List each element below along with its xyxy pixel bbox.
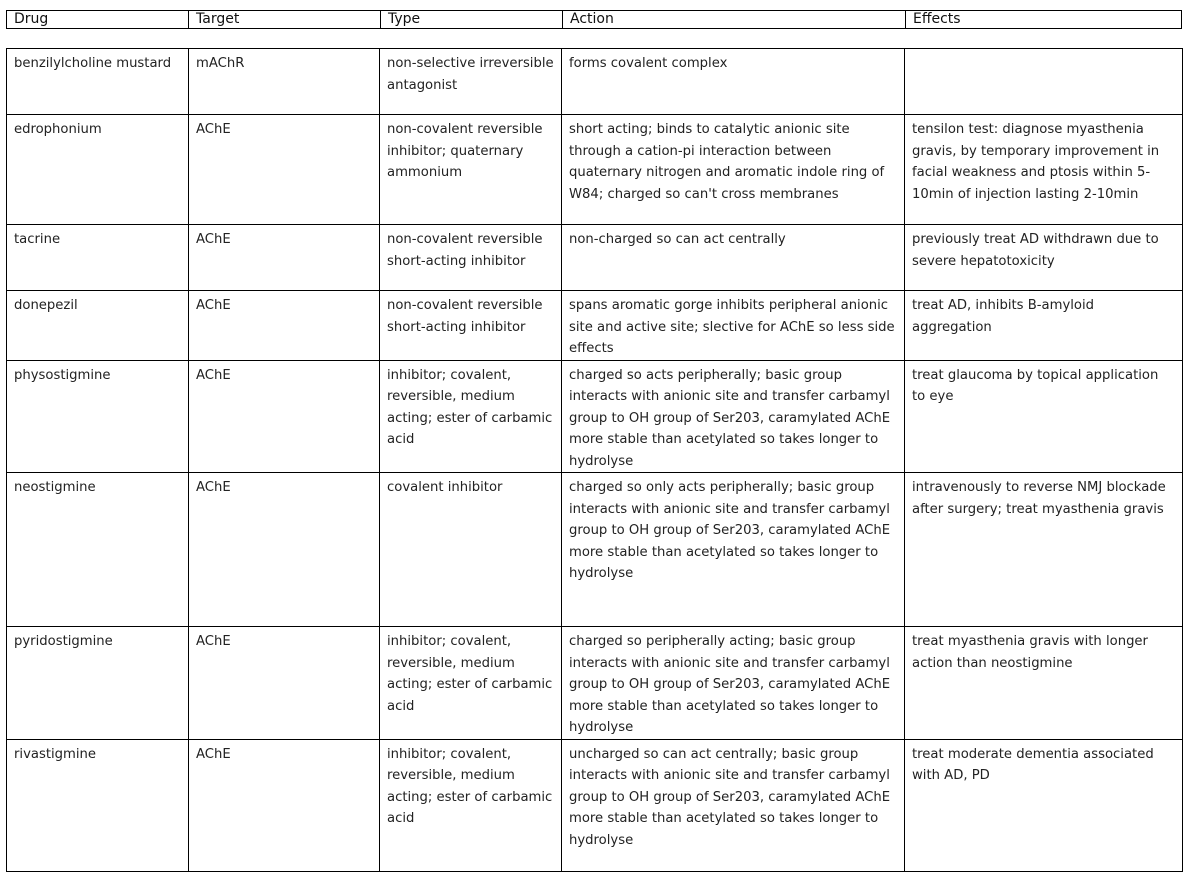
cell-drug: physostigmine bbox=[7, 360, 189, 473]
cell-action: forms covalent complex bbox=[562, 49, 905, 115]
cell-drug: pyridostigmine bbox=[7, 627, 189, 740]
cell-type: non-selective irreversible antagonist bbox=[380, 49, 562, 115]
table-row bbox=[7, 291, 1183, 361]
cell-drug: neostigmine bbox=[7, 473, 189, 627]
cell-effects: treat AD, inhibits B-amyloid aggregation bbox=[905, 291, 1183, 361]
cell-action: spans aromatic gorge inhibits peripheral anionic site and active site; slective for AChE so less side effects bbox=[562, 291, 905, 361]
table-row bbox=[7, 115, 1183, 225]
drug-table bbox=[6, 48, 1183, 872]
cell-drug: tacrine bbox=[7, 225, 189, 291]
header-type: Type bbox=[381, 11, 563, 28]
header-drug: Drug bbox=[7, 11, 189, 28]
cell-action: short acting; binds to catalytic anionic site through a cation-pi interaction between quaternary nitrogen and aromatic indole ring of W84; charged so can't cross membranes bbox=[562, 115, 905, 225]
cell-type: inhibitor; covalent, reversible, medium acting; ester of carbamic acid bbox=[380, 739, 562, 871]
cell-action: uncharged so can act centrally; basic group interacts with anionic site and transfer carbamyl group to OH group of Ser203, caramylated AChE more stable than acetylated so takes longer to hydrolyse bbox=[562, 739, 905, 871]
cell-action: charged so only acts peripherally; basic group interacts with anionic site and transfer carbamyl group to OH group of Ser203, caramylated AChE more stable than acetylated so takes longer to hydrolyse bbox=[562, 473, 905, 627]
cell-action: charged so acts peripherally; basic group interacts with anionic site and transfer carbamyl group to OH group of Ser203, caramylated AChE more stable than acetylated so takes longer to hydrolyse bbox=[562, 360, 905, 473]
drug-table-body bbox=[7, 49, 1183, 872]
cell-action: non-charged so can act centrally bbox=[562, 225, 905, 291]
table-row bbox=[7, 225, 1183, 291]
cell-drug: donepezil bbox=[7, 291, 189, 361]
header-effects: Effects bbox=[913, 11, 961, 27]
cell-drug: rivastigmine bbox=[7, 739, 189, 871]
cell-target: mAChR bbox=[189, 49, 380, 115]
cell-target: AChE bbox=[189, 473, 380, 627]
cell-effects: intravenously to reverse NMJ blockade after surgery; treat myasthenia gravis bbox=[905, 473, 1183, 627]
cell-target: AChE bbox=[189, 225, 380, 291]
cell-type: inhibitor; covalent, reversible, medium acting; ester of carbamic acid bbox=[380, 360, 562, 473]
cell-effects: treat myasthenia gravis with longer action than neostigmine bbox=[905, 627, 1183, 740]
cell-effects: tensilon test: diagnose myasthenia gravis, by temporary improvement in facial weakness and ptosis within 5-10min of injection lasting 2-10min bbox=[905, 115, 1183, 225]
cell-type: non-covalent reversible short-acting inhibitor bbox=[380, 291, 562, 361]
cell-target: AChE bbox=[189, 739, 380, 871]
cell-target: AChE bbox=[189, 627, 380, 740]
cell-drug: benzilylcholine mustard bbox=[7, 49, 189, 115]
cell-type: non-covalent reversible inhibitor; quaternary ammonium bbox=[380, 115, 562, 225]
table-row bbox=[7, 49, 1183, 115]
table-row bbox=[7, 739, 1183, 871]
cell-type: non-covalent reversible short-acting inhibitor bbox=[380, 225, 562, 291]
cell-target: AChE bbox=[189, 115, 380, 225]
cell-drug: edrophonium bbox=[7, 115, 189, 225]
table-header bbox=[6, 10, 1182, 29]
cell-action: charged so peripherally acting; basic group interacts with anionic site and transfer carbamyl group to OH group of Ser203, caramylated AChE more stable than acetylated so takes longer to hydrolyse bbox=[562, 627, 905, 740]
cell-effects: treat moderate dementia associated with AD, PD bbox=[905, 739, 1183, 871]
cell-type: covalent inhibitor bbox=[380, 473, 562, 627]
cell-target: AChE bbox=[189, 360, 380, 473]
cell-target: AChE bbox=[189, 291, 380, 361]
table-row bbox=[7, 473, 1183, 627]
header-target: Target bbox=[189, 11, 381, 28]
cell-effects: treat glaucoma by topical application to eye bbox=[905, 360, 1183, 473]
cell-type: inhibitor; covalent, reversible, medium acting; ester of carbamic acid bbox=[380, 627, 562, 740]
cell-effects: previously treat AD withdrawn due to severe hepatotoxicity bbox=[905, 225, 1183, 291]
cell-effects bbox=[905, 49, 1183, 115]
table-row bbox=[7, 360, 1183, 473]
table-row bbox=[7, 627, 1183, 740]
header-action: Action bbox=[563, 11, 906, 28]
